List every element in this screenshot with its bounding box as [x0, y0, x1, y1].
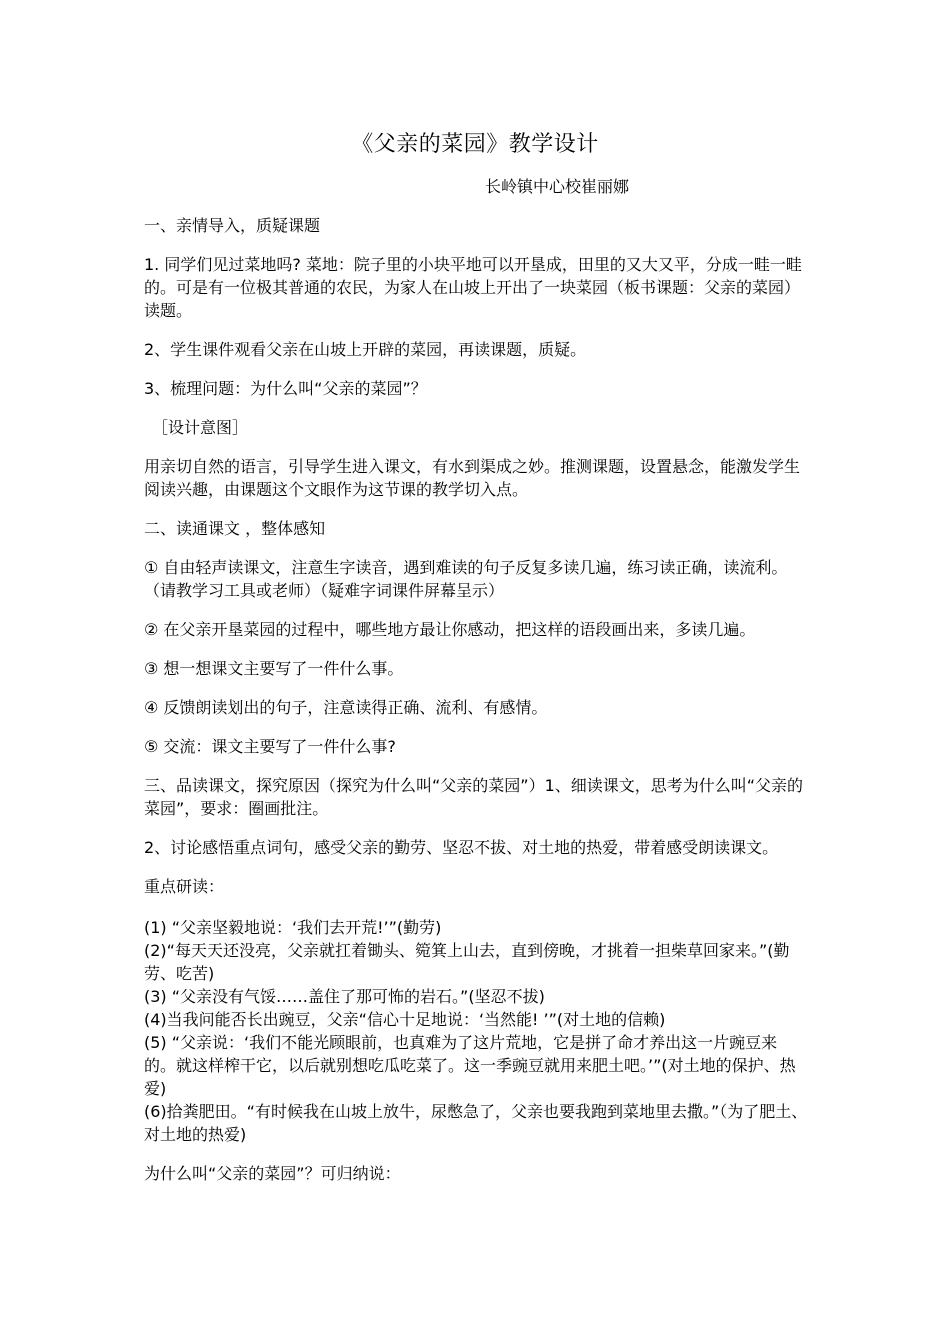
- step-3: ③ 想一想课文主要写了一件什么事。: [144, 659, 404, 678]
- quote-item-2: (2)“每天天还没亮，父亲就扛着锄头、箢箕上山去，直到傍晚，才挑着一担柴草回家来。”(勤劳、吃苦): [144, 941, 790, 983]
- paragraph-intro-1: 1. 同学们见过菜地吗? 菜地：院子里的小块平地可以开垦成，田里的又大又平，分成一畦一畦的。可是有一位极其普通的农民，为家人在山坡上开出了一块菜园（板书课题：父亲的菜园）读题。: [144, 255, 802, 320]
- quote-item-6: (6)拾粪肥田。“有时候我在山坡上放牛，尿憋急了，父亲也要我跑到菜地里去撒。”（为了肥土、对土地的热爱): [144, 1102, 808, 1144]
- section-heading-3: 三、品读课文，探究原因（探究为什么叫“父亲的菜园”）1、细读课文，思考为什么叫“父亲的菜园”，要求：圈画批注。: [144, 776, 804, 818]
- paragraph-intro-2: 2、学生课件观看父亲在山坡上开辟的菜园，再读课题，质疑。: [144, 340, 587, 359]
- step-1: ① 自由轻声读课文，注意生字读音，遇到难读的句子反复多读几遍，练习读正确，读流利。（请教学习工具或老师）（疑难字词课件屏幕呈示）: [144, 558, 788, 600]
- paragraph-intro-3: 3、梳理问题：为什么叫“父亲的菜园”？: [144, 379, 427, 398]
- step-4: ④ 反馈朗读划出的句子，注意读得正确、流利、有感情。: [144, 698, 548, 717]
- closing-question: 为什么叫“父亲的菜园”？可归纳说：: [144, 1164, 401, 1183]
- section-heading-1: 一、亲情导入，质疑课题: [144, 216, 321, 235]
- section-heading-2: 二、读通课文 ，整体感知: [144, 519, 326, 538]
- step-2: ② 在父亲开垦菜园的过程中，哪些地方最让你感动，把这样的语段画出来，多读几遍。: [144, 620, 756, 639]
- document-title: 《父亲的菜园》教学设计: [351, 132, 599, 157]
- design-intent-text: 用亲切自然的语言，引导学生进入课文，有水到渠成之妙。推测课题，设置悬念，能激发学生阅读兴趣，由课题这个文眼作为这节课的教学切入点。: [144, 457, 801, 499]
- quote-item-4: (4)当我问能否长出豌豆，父亲“信心十足地说：‘当然能! ’”(对土地的信赖): [144, 1010, 666, 1029]
- design-intent-heading: ［设计意图］: [152, 418, 249, 437]
- quote-item-1: (1) “父亲坚毅地说：‘我们去开荒!’”(勤劳): [144, 918, 442, 937]
- document-author: 长岭镇中心校崔丽娜: [485, 177, 630, 196]
- document-body: [144, 214, 808, 1201]
- step-5: ⑤ 交流：课文主要写了一件什么事?: [144, 737, 396, 756]
- quote-item-5: (5) “父亲说：‘我们不能光顾眼前，也真难为了这片荒地，它是拼了命才养出这一片豌豆来的。就这样榨干它，以后就别想吃瓜吃菜了。这一季豌豆就用来肥土吧。’”(对土地的保护、热爱): [144, 1033, 796, 1098]
- key-reading-heading: 重点研读：: [144, 877, 225, 896]
- discussion-paragraph: 2、讨论感悟重点词句，感受父亲的勤劳、坚忍不拔、对土地的热爱，带着感受朗读课文。: [144, 838, 779, 857]
- quote-item-3: (3) “父亲没有气馁……盖住了那可怖的岩石。”(坚忍不拔): [144, 987, 545, 1006]
